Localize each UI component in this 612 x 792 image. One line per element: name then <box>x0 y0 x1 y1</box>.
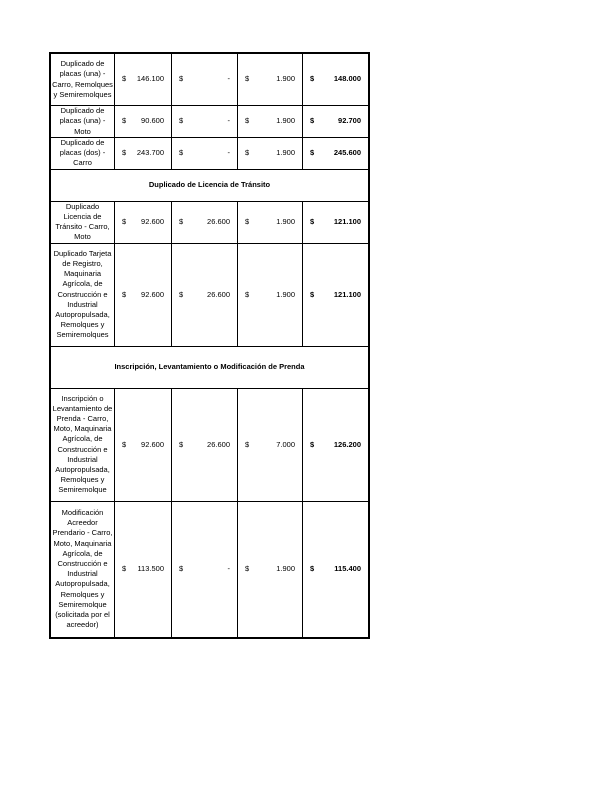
section-header-row <box>51 346 369 388</box>
amount-value: 92.600 <box>141 439 164 449</box>
amount-cell-v3 <box>238 201 303 243</box>
fees-table-body <box>51 54 369 638</box>
amount-value: - <box>227 74 230 84</box>
amount-value: 1.900 <box>276 148 295 158</box>
row-description: Duplicado de placas (una) - Carro, Remolques y Semiremolques <box>51 54 115 106</box>
total-cell <box>303 243 369 346</box>
currency-symbol: $ <box>245 289 250 299</box>
amount-cell-v2 <box>172 201 238 243</box>
row-description: Modificación Acreedor Prendario - Carro, Moto, Maquinaria Agrícola, de Construcción e Industrial Autopropulsada, Remolques y Semiremolque (solicitada por el acreedor) <box>51 501 115 637</box>
amount-value: - <box>227 564 230 573</box>
currency-symbol: $ <box>179 289 184 299</box>
amount-value: 1.900 <box>276 116 295 126</box>
amount-cell-v2 <box>172 106 238 138</box>
currency-symbol: $ <box>179 439 184 449</box>
row-description: Duplicado de placas (dos) - Carro <box>51 138 115 170</box>
currency-symbol: $ <box>179 564 184 573</box>
amount-cell-v3 <box>238 243 303 346</box>
amount-value: - <box>227 148 230 158</box>
row-description: Duplicado Licencia de Tránsito - Carro, Moto <box>51 201 115 243</box>
currency-symbol: $ <box>179 116 184 126</box>
amount-value: 92.600 <box>141 217 164 226</box>
table-row <box>51 501 369 637</box>
currency-symbol: $ <box>122 564 127 573</box>
amount-value: 26.600 <box>207 439 230 449</box>
currency-symbol: $ <box>122 439 127 449</box>
total-amount: 245.600 <box>333 148 361 158</box>
table-row <box>51 243 369 346</box>
amount-cell-v3 <box>238 106 303 138</box>
table-row <box>51 388 369 501</box>
currency-symbol: $ <box>245 217 250 226</box>
amount-cell-v1 <box>115 501 172 637</box>
total-cell <box>303 54 369 106</box>
section-title: Duplicado de Licencia de Tránsito <box>51 169 369 201</box>
total-amount: 115.400 <box>334 564 361 573</box>
amount-cell-v2 <box>172 54 238 106</box>
currency-symbol: $ <box>179 74 184 84</box>
total-cell <box>303 138 369 170</box>
amount-cell-v2 <box>172 138 238 170</box>
section-header-row <box>51 169 369 201</box>
amount-cell-v3 <box>238 501 303 637</box>
amount-value: 243.700 <box>136 148 164 158</box>
table-row <box>51 106 369 138</box>
currency-symbol: $ <box>122 116 127 126</box>
table-row <box>51 54 369 106</box>
currency-symbol: $ <box>245 74 250 84</box>
total-cell <box>303 501 369 637</box>
currency-symbol: $ <box>122 148 127 158</box>
total-amount: 121.100 <box>333 217 361 226</box>
total-amount: 148.000 <box>333 74 361 84</box>
amount-cell-v2 <box>172 243 238 346</box>
amount-value: 113.500 <box>137 564 164 573</box>
row-description: Duplicado Tarjeta de Registro, Maquinaria Agrícola, de Construcción e Industrial Autopropulsada, Remolques y Semiremolques <box>51 243 115 346</box>
amount-cell-v2 <box>172 501 238 637</box>
currency-symbol: $ <box>310 439 315 449</box>
currency-symbol: $ <box>245 439 250 449</box>
amount-cell-v1 <box>115 388 172 501</box>
amount-value: - <box>227 116 230 126</box>
amount-cell-v1 <box>115 138 172 170</box>
amount-value: 1.900 <box>276 217 295 226</box>
amount-cell-v3 <box>238 138 303 170</box>
amount-cell-v1 <box>115 54 172 106</box>
currency-symbol: $ <box>245 148 250 158</box>
table-row <box>51 201 369 243</box>
total-cell <box>303 201 369 243</box>
currency-symbol: $ <box>179 148 184 158</box>
amount-cell-v1 <box>115 106 172 138</box>
section-title: Inscripción, Levantamiento o Modificación de Prenda <box>51 346 369 388</box>
total-amount: 121.100 <box>333 289 361 299</box>
amount-cell-v2 <box>172 388 238 501</box>
amount-value: 146.100 <box>136 74 164 84</box>
amount-value: 1.900 <box>276 564 295 573</box>
currency-symbol: $ <box>179 217 184 226</box>
currency-symbol: $ <box>310 217 315 226</box>
total-amount: 92.700 <box>338 116 361 126</box>
total-amount: 126.200 <box>333 439 361 449</box>
amount-cell-v1 <box>115 243 172 346</box>
row-description: Inscripción o Levantamiento de Prenda - Carro, Moto, Maquinaria Agrícola, de Construcción e Industrial Autopropulsada, Remolques y Semiremolque <box>51 388 115 501</box>
currency-symbol: $ <box>245 116 250 126</box>
amount-value: 26.600 <box>207 217 230 226</box>
amount-cell-v3 <box>238 388 303 501</box>
currency-symbol: $ <box>122 217 127 226</box>
amount-value: 7.000 <box>276 439 295 449</box>
total-cell <box>303 106 369 138</box>
amount-value: 1.900 <box>276 289 295 299</box>
currency-symbol: $ <box>310 564 315 573</box>
amount-cell-v1 <box>115 201 172 243</box>
amount-value: 90.600 <box>141 116 164 126</box>
table-row <box>51 138 369 170</box>
total-cell <box>303 388 369 501</box>
currency-symbol: $ <box>310 289 315 299</box>
amount-value: 26.600 <box>207 289 230 299</box>
currency-symbol: $ <box>310 74 315 84</box>
currency-symbol: $ <box>310 148 315 158</box>
currency-symbol: $ <box>245 564 250 573</box>
amount-value: 92.600 <box>141 289 164 299</box>
amount-cell-v3 <box>238 54 303 106</box>
currency-symbol: $ <box>122 289 127 299</box>
row-description: Duplicado de placas (una) - Moto <box>51 106 115 138</box>
currency-symbol: $ <box>122 74 127 84</box>
amount-value: 1.900 <box>276 74 295 84</box>
fees-table <box>50 53 369 638</box>
currency-symbol: $ <box>310 116 315 126</box>
